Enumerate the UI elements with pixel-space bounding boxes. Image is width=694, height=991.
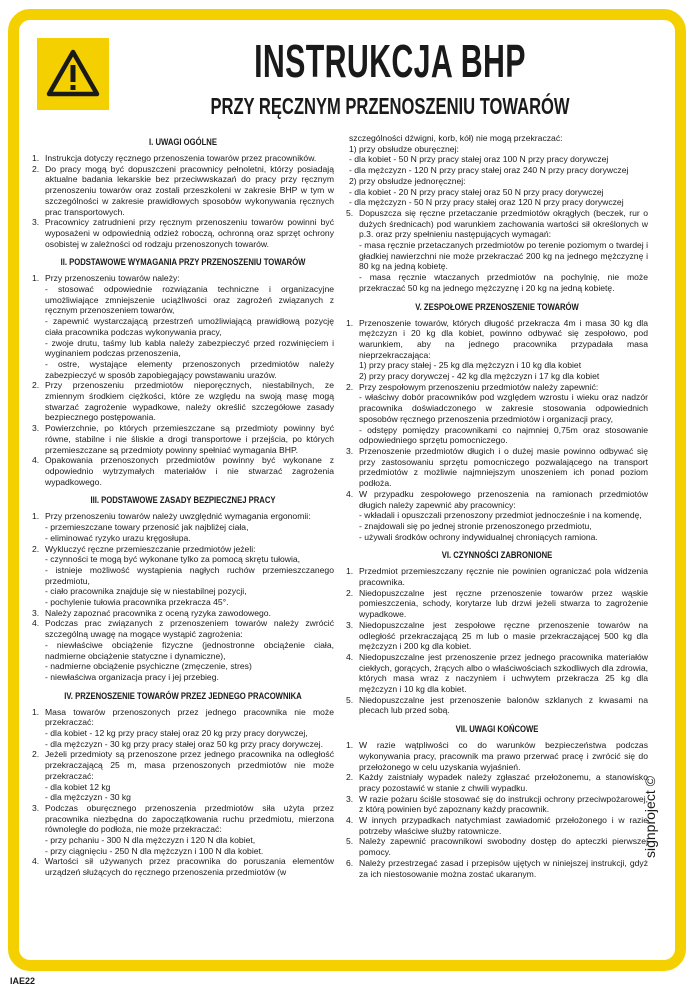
sub-item: - eliminować ryzyko urazu kręgosłupa. xyxy=(45,532,191,543)
right-column xyxy=(346,133,648,879)
sub-item: - właściwy dobór pracowników pod względem wzrostu i wieku oraz nadzór pracownika doświadczonego w zakresie stosowania odpowiednich sposobów ręcznego przenoszenia przedmiotów i organizacji pracy, xyxy=(359,392,648,424)
sub-item: - istnieje możliwość wystąpienia nagłych ruchów przemieszczanego przedmiotu, xyxy=(45,564,334,586)
sub-item: 2) przy pracy dorywczej - 42 kg dla mężczyzn i 17 kg dla kobiet xyxy=(359,371,600,382)
list-item: 4. W przypadku zespołowego przenoszenia na ramionach przedmiotów długich należy zapewnić aby pracownicy: xyxy=(346,488,648,510)
sub-item: - używali środków ochrony indywidualnej chroniących ramiona. xyxy=(359,531,598,542)
list-item: 3. Należy zapoznać pracownika z oceną ryzyka zawodowego. xyxy=(32,607,271,618)
sub-item: 1) przy pracy stałej - 25 kg dla mężczyzn i 10 kg dla kobiet xyxy=(359,360,582,371)
sub-item: - dla mężczyzn - 30 kg xyxy=(45,792,131,803)
sub-item: 2) przy obsłudze jednoręcznej: xyxy=(349,175,466,186)
list-item: 3. Podczas oburęcznego przenoszenia przedmiotów siła użyta przez pracownika niezbędna do zapoczątkowania ruchu przedmiotu, mierzona równolegle do podłoża, nie może przekraczać: xyxy=(32,802,334,835)
sub-item: - ostre, wystające elementy przenoszonych przedmiotów należy zabezpieczyć w sposób zapobiegający powstawaniu urazów. xyxy=(45,358,334,380)
sub-item: - zapewnić wystarczającą przestrzeń umożliwiającą prawidłową pozycję ciała pracownika podczas wykonywania pracy, xyxy=(45,316,334,337)
sub-item: - dla kobiet 12 kg xyxy=(45,781,111,792)
list-item: 2. Do pracy mogą być dopuszczeni pracownicy pełnoletni, którzy posiadają aktualne badania lekarskie bez przeciwwskazań do pracy przy ręcznym przenoszeniu towarów oraz zostali przeszkoleni w zakresie BHP w tym w szczególności w zakresie prawidłowych sposobów wykonywania ręcznych prac transportowych. xyxy=(32,163,334,217)
section-3-title: III. PODSTAWOWE ZASADY BEZPIECZNEJ PRACY xyxy=(90,494,276,506)
page-subtitle: PRZY RĘCZNYM PRZENOSZENIU TOWARÓW xyxy=(210,93,570,119)
list-item: 1. Przy przenoszeniu towarów należy: xyxy=(32,273,180,284)
sub-item: - zwoje drutu, taśmy lub kabla należy zabezpieczyć przed rozwinięciem i wyginaniem podczas przenoszenia, xyxy=(45,337,334,359)
list-item: 1. Przenoszenie towarów, których długość przekracza 4m i masa 30 kg dla mężczyzn i 20 kg dla kobiet, powinno odbywać się zespołowo, pod warunkiem, aby na jednego pracownika przypadała masa nieprzekraczająca: xyxy=(346,317,648,360)
list-item: 5. Należy zapewnić pracownikowi swobodny dostęp do apteczki pierwszej pomocy. xyxy=(346,836,648,858)
list-item: 4. Wartości sił używanych przez pracownika do poruszania elementów urządzeń służących do ręcznego przenoszenia przedmiotów (w xyxy=(32,856,334,878)
section-2-title: II. PODSTAWOWE WYMAGANIA PRZY PRZENOSZENIU TOWARÓW xyxy=(60,256,306,268)
sub-item: - dla kobiet - 12 kg przy pracy stałej oraz 20 kg przy pracy dorywczej, xyxy=(45,728,308,739)
sub-item: - dla mężczyzn - 30 kg przy pracy stałej oraz 50 kg przy pracy dorywczej. xyxy=(45,738,323,749)
list-item: 4. Opakowania przenoszonych przedmiotów powinny być wykonane z odpowiednio wytrzymałych materiałów i nie stwarzać zagrożenia wypadkowego. xyxy=(32,455,334,487)
list-item: 1. W razie wątpliwości co do warunków bezpieczeństwa podczas wykonywania pracy, pracownik ma prawo przerwać pracę i zwrócić się do przełożonego w celu uzyskania wyjaśnień. xyxy=(346,740,648,772)
sub-item: - niewłaściwa organizacja pracy i jej przebieg. xyxy=(45,671,219,682)
sub-item: - masa ręcznie przetaczanych przedmiotów po terenie poziomym o twardej i gładkiej nawierzchni nie może przekraczać 200 kg na jednego mężczyznę i 80 kg na jedną kobietę. xyxy=(359,240,648,272)
warning-triangle-icon xyxy=(37,38,109,110)
sub-item: - przemieszczane towary przenosić jak najbliżej ciała, xyxy=(45,522,249,533)
list-item: 2. Jeżeli przedmioty są przenoszone przez jednego pracownika na odległość przekraczającą 25 m, masa przenoszonych przedmiotów nie może przekraczać: xyxy=(32,749,334,781)
sub-item: - dla mężczyzn - 50 N przy pracy stałej oraz 120 N przy pracy dorywczej xyxy=(349,197,624,208)
sub-item: - dla mężczyzn - 120 N przy pracy stałej oraz 240 N przy pracy dorywczej xyxy=(349,165,629,176)
sub-item: - dla kobiet - 50 N przy pracy stałej oraz 100 N przy pracy dorywczej xyxy=(349,154,609,165)
list-item: 2. Przy przenoszeniu przedmiotów nieporęcznych, niestabilnych, ze zmiennym środkiem ciężkości, które ze względu na swoją masę mogą stwarzać zagrożenie wypadkowe, należy określić szczegółowe zasady bezpiecznego postępowania. xyxy=(32,380,334,423)
section-7-title: VII. UWAGI KOŃCOWE xyxy=(455,723,539,735)
list-item: 1. Instrukcja dotyczy ręcznego przenoszenia towarów przez pracowników. xyxy=(32,153,317,163)
section-4-title: IV. PRZENOSZENIE TOWARÓW PRZEZ JEDNEGO PRACOWNIKA xyxy=(64,689,302,701)
list-item: 3. Pracownicy zatrudnieni przy ręcznym przenoszeniu towarów powinni być wyposażeni w odpowiednią odzież roboczą, ochronną oraz sprzęt ochrony osobistej w zależności od rodzaju przenoszonych towarów. xyxy=(32,217,334,249)
list-item: 3. Niedopuszczalne jest zespołowe ręczne przenoszenie towarów na odległość przekraczającą 25 m lub o masie przekraczającej 500 kg dla mężczyzn i 200 kg dla kobiet. xyxy=(346,619,648,652)
sub-item: - pochylenie tułowia pracownika przekracza 45°. xyxy=(45,597,229,608)
continued-text: szczególności dźwigni, korb, kół) nie mogą przekraczać: xyxy=(349,133,563,143)
section-5-title: V. ZESPOŁOWE PRZENOSZENIE TOWARÓW xyxy=(415,300,579,312)
section-6-title: VI. CZYNNOŚCI ZABRONIONE xyxy=(441,549,553,561)
sub-item: - czynności te mogą być wykonane tylko za pomocą skrętu tułowia, xyxy=(45,554,301,565)
list-item: 1. Masa towarów przenoszonych przez jednego pracownika nie może przekraczać: xyxy=(32,706,334,728)
list-item: 1. Przy przenoszeniu towarów należy uwzględnić wymagania ergonomii: xyxy=(32,511,311,522)
sub-item: - niewłaściwe obciążenie fizyczne (jednostronne obciążenie ciała, nadmierne obciążenie statyczne i dynamiczne), xyxy=(45,639,334,661)
sub-item: - przy pchaniu - 300 N dla mężczyzn i 120 N dla kobiet, xyxy=(45,835,256,846)
list-item: 1. Przedmiot przemieszczany ręcznie nie powinien ograniczać pola widzenia pracownika. xyxy=(346,566,648,588)
page-title: INSTRUKCJA BHP xyxy=(254,35,526,87)
list-item: 4. Podczas prac związanych z przenoszeniem towarów należy zwrócić szczególną uwagę na mogące wystąpić zagrożenia: xyxy=(32,618,334,640)
list-item: 2. Wykluczyć ręczne przemieszczanie przedmiotów jeżeli: xyxy=(32,543,256,554)
list-item: 3. Powierzchnie, po których przemieszczane są przedmioty powinny być równe, stabilne i nie śliskie a drogi transportowe i przejścia, po których przemieszczane są przedmioty powinny spełniać wymagania BHP. xyxy=(32,423,334,455)
sub-item: - ciało pracownika znajduje się w niestabilnej pozycji, xyxy=(45,586,247,597)
sub-item: - masa ręcznie wtaczanych przedmiotów na pochylnię, nie może przekraczać 50 kg na jednego mężczyznę i 20 kg na jedną kobietę. xyxy=(359,272,648,293)
list-item: 5. Niedopuszczalne jest przenoszenie balonów szklanych z kwasami na plecach lub przed sobą. xyxy=(346,694,648,716)
sub-item: - stosować odpowiednie rozwiązania techniczne i organizacyjne umożliwiające zmniejszenie uciążliwości oraz zagrożeń związanych z ręcznym przenoszeniem towarów, xyxy=(45,284,334,316)
list-item: 2. Niedopuszczalne jest ręczne przenoszenie towarów przez wąskie pomieszczenia, schody, korytarze lub drzwi jeżeli stwarza to zagrożenie wypadkowe. xyxy=(346,587,648,620)
list-item: 6. Należy przestrzegać zasad i przepisów ujętych w niniejszej instrukcji, gdyż za ich niestosowanie można zostać ukaranym. xyxy=(346,857,648,879)
list-item: 4. W innych przypadkach natychmiast zawiadomić przełożonego i w razie potrzeby właściwe służby ratownicze. xyxy=(346,815,648,836)
list-item: 3. Przenoszenie przedmiotów długich i o dużej masie powinno odbywać się przy zastosowaniu sprzętu pomocniczego pozwalającego na transport przedmiotów z możliwie najmniejszym unoszeniem ich ponad poziom podłoża. xyxy=(346,445,648,489)
list-item: 2. Przy zespołowym przenoszeniu przedmiotów należy zapewnić: xyxy=(346,381,599,392)
sub-item: - odstępy pomiędzy pracownikami co najmniej 0,75m oraz stosowanie odpowiedniego sprzętu pomocniczego. xyxy=(359,424,648,446)
sub-item: - nadmierne obciążenie psychiczne (zmęczenie, stres) xyxy=(45,661,252,672)
left-column xyxy=(32,136,334,878)
list-item: 2. Każdy zaistniały wypadek należy zgłaszać przełożonemu, a stanowisko pracy pozostawić w stanie z chwili wypadku. xyxy=(346,772,648,793)
sub-item: - wkładali i opuszczali przenoszony przedmiot jednocześnie i na komendę, xyxy=(359,510,642,521)
list-item: 4. Niedopuszczalne jest przenoszenie przez jednego pracownika materiałów ciekłych, gorących, żrących albo o właściwościach szkodliwych dla zdrowia, których masa wraz z naczyniem i uchwytem przekracza 25 kg dla mężczyzn i 10 kg dla kobiet. xyxy=(346,651,648,695)
product-code: IAE22 xyxy=(10,976,36,986)
list-item: 3. W razie pożaru ściśle stosować się do instrukcji ochrony przeciwpożarowej, z którą powinien być zapoznany każdy pracownik. xyxy=(346,793,648,815)
sub-item: - przy ciągnięciu - 250 N dla mężczyzn i 100 N dla kobiet. xyxy=(45,845,264,856)
brand-mark: signproject © xyxy=(642,776,658,858)
sub-item: - znajdowali się po jednej stronie przenoszonego przedmiotu, xyxy=(359,520,592,531)
section-1-title: I. UWAGI OGÓLNE xyxy=(149,136,217,147)
sub-item: - dla kobiet - 20 N przy pracy stałej oraz 50 N przy pracy dorywczej xyxy=(349,186,604,197)
list-item: 5. Dopuszcza się ręczne przetaczanie przedmiotów okrągłych (beczek, rur o dużych średnicach) pod warunkiem zachowania wartości sił określonych w p.3. oraz przy spełnieniu następujących wymagań: xyxy=(346,207,648,240)
sub-item: 1) przy obsłudze oburęcznej: xyxy=(349,143,459,154)
